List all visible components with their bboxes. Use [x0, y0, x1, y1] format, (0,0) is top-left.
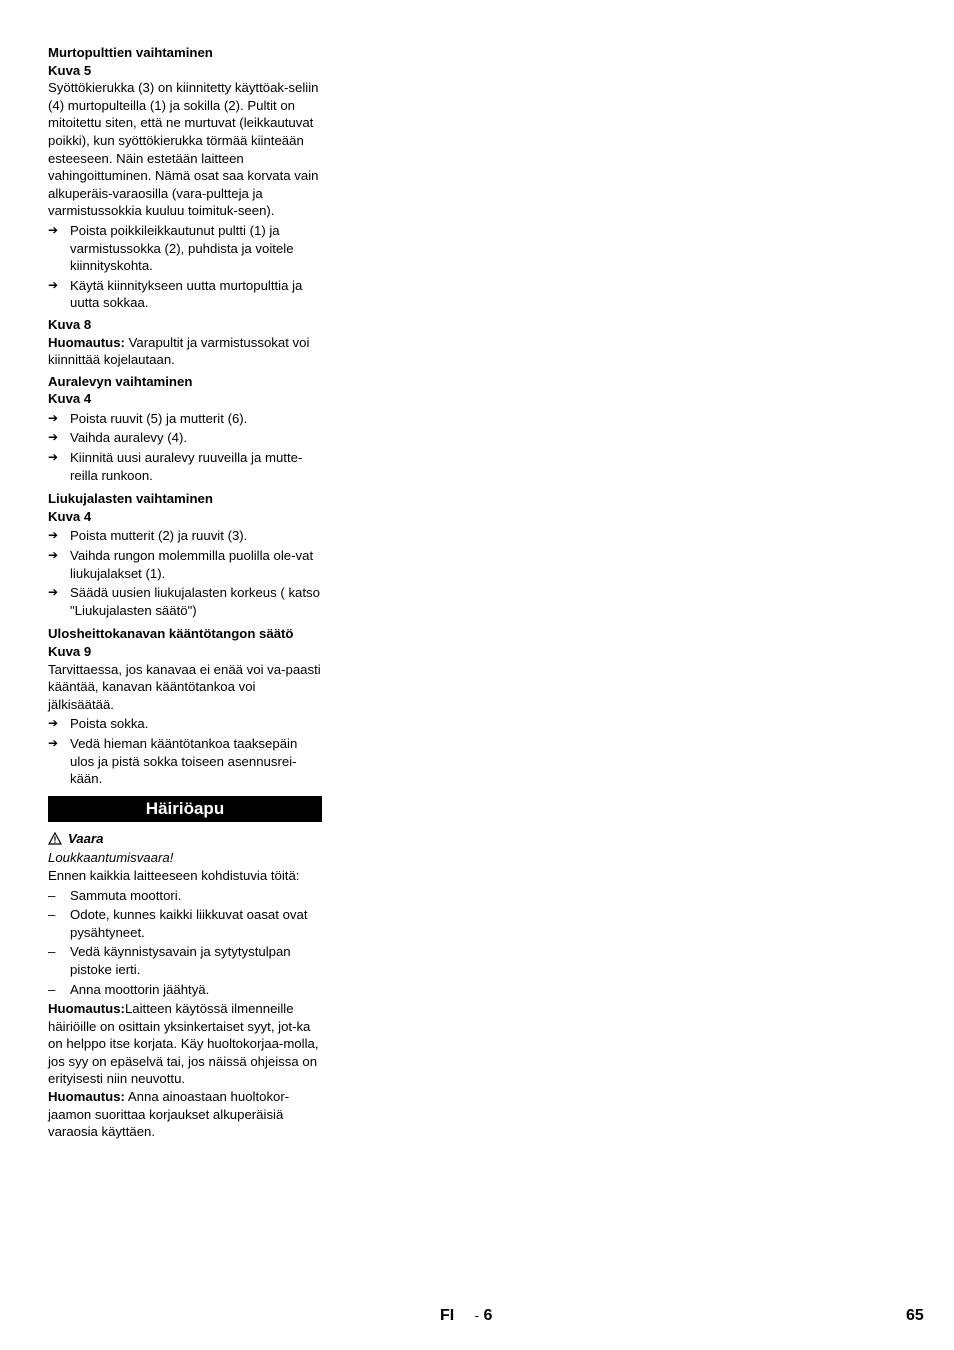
note: Huomautus: Varapultit ja varmistussokat voi kiinnittää kojelautaan. — [48, 334, 310, 368]
arrow-right-icon: ➔ — [48, 450, 59, 465]
note: Huomautus:Laitteen käytössä ilmenneille häiriöille on osittain yksinkertaiset syyt, jot-ka on helppo itse korjata. Käy huoltokorjaa-molla, jos syy on epäselvä tai, jos näissä ohjeissa on erityisesti niin neuvottu. — [48, 1001, 319, 1087]
list-item: ➔ Poista mutterit (2) ja ruuvit (3). — [48, 528, 248, 544]
arrow-right-icon: ➔ — [48, 716, 59, 731]
list-item: – Odote, kunnes kaikki liikkuvat oasat ovat pysähtyneet. — [48, 907, 308, 940]
figure-ref: Kuva 5 — [48, 62, 92, 78]
list-item: ➔ Vaihda rungon molemmilla puolilla ole-vat liukujalakset (1). — [48, 548, 314, 581]
arrow-right-icon: ➔ — [48, 222, 59, 237]
list-item: ➔ Säädä uusien liukujalasten korkeus ( katso "Liukujalasten säätö") — [48, 585, 320, 618]
dash-bullet: – — [48, 887, 56, 903]
figure-ref: Kuva 4 — [48, 508, 92, 524]
warning-text: Loukkaantumisvaara! — [48, 850, 174, 866]
list-item: – Anna moottorin jäähtyä. — [48, 981, 210, 997]
arrow-right-icon: ➔ — [48, 528, 59, 543]
paragraph: Syöttökierukka (3) on kiinnitetty käyttöak-seliin (4) murtopulteilla (1) ja sokilla (2). Pultit on mitoitettu siten, että ne murtuvat (leikkautuvat poikki), kun syöttökierukka törmää kiinteään esteeseen. Näin estetään laitteen vahingoittuminen. Nämä osat saa korvata vain alkuperäis-varaosilla (vara-pultteja ja varmistussokkia kuuluu toimituk-seen). — [48, 80, 319, 219]
list-item: ➔ Käytä kiinnitykseen uutta murtopulttia ja uutta sokkaa. — [48, 277, 303, 311]
list-item: – Vedä käynnistysavain ja sytytystulpan pistoke ierti. — [48, 944, 291, 977]
dash-bullet: – — [48, 944, 56, 960]
section-title: Auralevyn vaihtaminen — [48, 373, 193, 389]
arrow-right-icon: ➔ — [48, 430, 59, 445]
warning-triangle-icon — [48, 832, 62, 845]
paragraph: Ennen kaikkia laitteeseen kohdistuvia töitä: — [48, 867, 300, 883]
figure-ref: Kuva 4 — [48, 391, 92, 407]
warning-heading: Vaara — [48, 830, 322, 848]
paragraph: Tarvittaessa, jos kanavaa ei enää voi va-paasti kääntää, kanavan kääntötankoa voi jälkisäätää. — [48, 661, 321, 712]
section-title: Murtopulttien vaihtaminen — [48, 45, 213, 60]
arrow-right-icon: ➔ — [48, 548, 59, 563]
dash-bullet: – — [48, 981, 56, 997]
dash-bullet: – — [48, 907, 56, 923]
figure-ref: Kuva 8 — [48, 316, 92, 332]
list-item: ➔ Poista sokka. — [48, 716, 149, 732]
list-item: ➔ Vedä hieman kääntötankoa taaksepäin ulos ja pistä sokka toiseen asennusrei-kään. — [48, 735, 298, 787]
arrow-right-icon: ➔ — [48, 277, 59, 292]
list-item: – Sammuta moottori. — [48, 887, 182, 903]
arrow-right-icon: ➔ — [48, 585, 59, 600]
arrow-right-icon: ➔ — [48, 735, 59, 750]
list-item: ➔ Kiinnitä uusi auralevy ruuveilla ja mutte-reilla runkoon. — [48, 450, 303, 483]
arrow-right-icon: ➔ — [48, 410, 59, 425]
note: Huomautus: Anna ainoastaan huoltokor-jaamon suorittaa korjaukset alkuperäisiä varaosia käyttäen. — [48, 1089, 290, 1140]
list-item: ➔ Poista poikkileikkautunut pultti (1) ja varmistussokka (2), puhdista ja voitele kiinnityskohta. — [48, 222, 294, 274]
list-item: ➔ Poista ruuvit (5) ja mutterit (6). — [48, 410, 248, 426]
section-title: Liukujalasten vaihtaminen — [48, 491, 213, 507]
page-number: 65 — [906, 1307, 924, 1324]
figure-ref: Kuva 9 — [48, 644, 92, 659]
section-banner: Häiriöapu — [48, 796, 322, 822]
footer-language: FI - 6 — [440, 1307, 493, 1324]
section-title: Ulosheittokanavan kääntötangon säätö — [48, 626, 294, 642]
list-item: ➔ Vaihda auralevy (4). — [48, 430, 188, 446]
main-column — [48, 44, 322, 1141]
